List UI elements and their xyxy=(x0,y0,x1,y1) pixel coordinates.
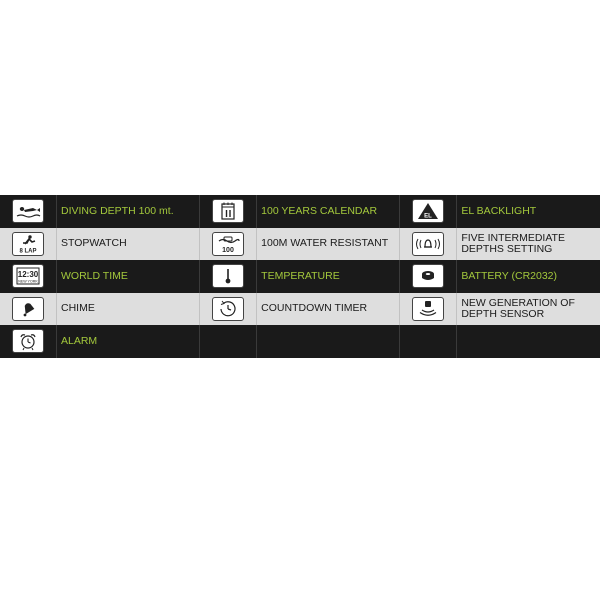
feature-row xyxy=(0,195,600,228)
feature-icon-cell xyxy=(200,293,257,326)
feature-label: ALARM xyxy=(57,325,200,358)
feature-icon-cell xyxy=(0,260,57,293)
feature-label-empty xyxy=(257,325,400,358)
water-resistant-icon-text: 100 xyxy=(222,246,234,254)
battery-icon xyxy=(412,264,444,288)
feature-label: EL BACKLIGHT xyxy=(457,195,600,228)
water-resistant-icon xyxy=(212,232,244,256)
world-time-icon-text: 12:30 xyxy=(17,270,39,280)
feature-icon-cell xyxy=(0,228,57,261)
feature-icon-cell xyxy=(400,293,457,326)
feature-row xyxy=(0,325,600,358)
feature-label: NEW GENERATION OF DEPTH SENSOR xyxy=(457,293,600,326)
depth-alarm-icon xyxy=(412,232,444,256)
feature-label: BATTERY (CR2032) xyxy=(457,260,600,293)
calendar-icon xyxy=(212,199,244,223)
feature-icon-cell xyxy=(400,195,457,228)
thermometer-icon xyxy=(212,264,244,288)
stopwatch-runner-icon xyxy=(12,232,44,256)
feature-row xyxy=(0,260,600,293)
countdown-timer-icon xyxy=(212,297,244,321)
chime-bell-icon xyxy=(12,297,44,321)
feature-label: WORLD TIME xyxy=(57,260,200,293)
feature-icon-cell xyxy=(400,228,457,261)
alarm-clock-icon xyxy=(12,329,44,353)
feature-label: TEMPERATURE xyxy=(257,260,400,293)
feature-icon-cell xyxy=(200,228,257,261)
depth-sensor-icon xyxy=(412,297,444,321)
world-time-icon-subtext: NEW YORK xyxy=(18,279,38,284)
el-backlight-icon xyxy=(412,199,444,223)
feature-label: FIVE INTERMEDIATE DEPTHS SETTING xyxy=(457,228,600,261)
feature-label: CHIME xyxy=(57,293,200,326)
feature-icon-cell xyxy=(0,293,57,326)
feature-icon-cell xyxy=(200,195,257,228)
stopwatch-runner-icon-text: 8 LAP xyxy=(19,248,37,255)
feature-row xyxy=(0,228,600,261)
feature-label: COUNTDOWN TIMER xyxy=(257,293,400,326)
feature-icon-cell xyxy=(200,260,257,293)
feature-label: STOPWATCH xyxy=(57,228,200,261)
feature-icon-cell xyxy=(0,325,57,358)
world-time-icon xyxy=(12,264,44,288)
feature-label: DIVING DEPTH 100 mt. xyxy=(57,195,200,228)
diver-icon xyxy=(12,199,44,223)
el-backlight-icon-text: EL xyxy=(424,213,433,220)
feature-row xyxy=(0,293,600,326)
feature-icon-cell-empty xyxy=(200,325,257,358)
feature-icon-cell xyxy=(400,260,457,293)
feature-label: 100M WATER RESISTANT xyxy=(257,228,400,261)
feature-icon-cell xyxy=(0,195,57,228)
features-table xyxy=(0,195,600,358)
feature-icon-cell-empty xyxy=(400,325,457,358)
feature-label-empty xyxy=(457,325,600,358)
feature-label: 100 YEARS CALENDAR xyxy=(257,195,400,228)
